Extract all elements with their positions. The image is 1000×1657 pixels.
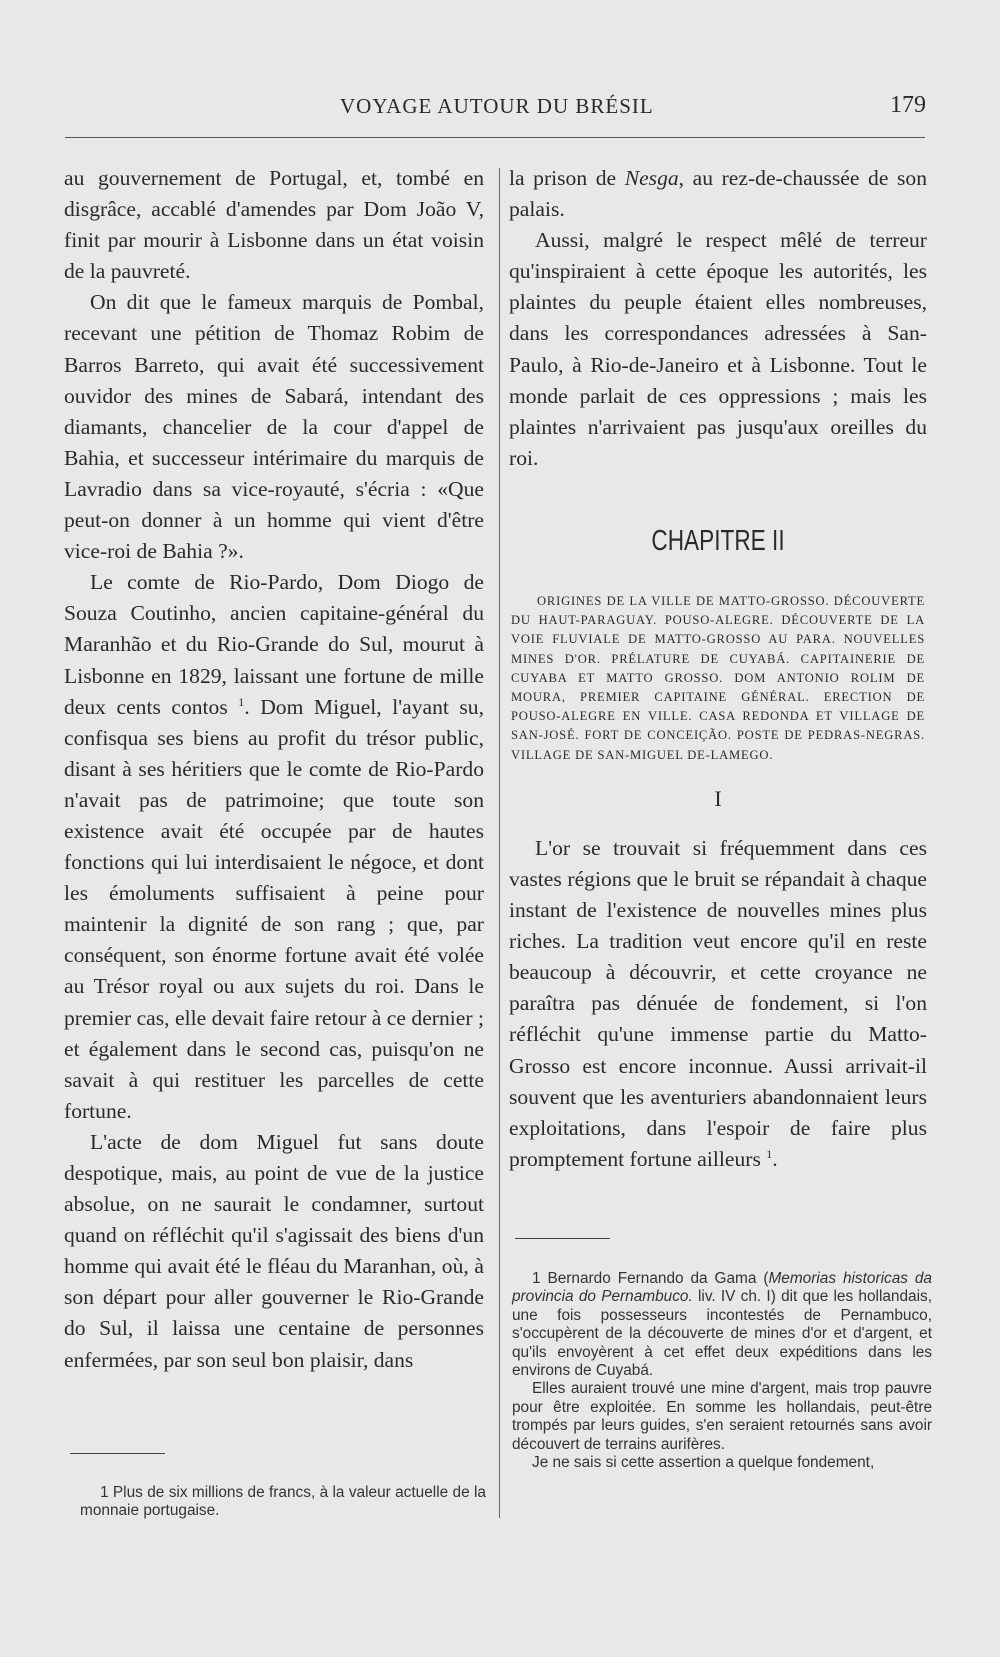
paragraph: On dit que le fameux marquis de Pombal, recevant une pétition de Thomaz Robim de Barros Barreto, qui avait été successivement ouvidor des mines de Sabará, intendant des diamants, chancelier de la cour d'appel de Bahia, et successeur intérimaire du marquis de Lavradio dans sa vice-royauté, s'écria : «Que peut-on donner à un homme qui vient d'être vice-roi de Bahia ?». bbox=[64, 290, 484, 564]
column-divider bbox=[499, 168, 500, 1518]
footnote-left bbox=[80, 1484, 486, 1521]
footnote-marker: 1 bbox=[238, 694, 245, 709]
footnote-right bbox=[512, 1270, 932, 1472]
footnote-rule bbox=[70, 1453, 165, 1454]
paragraph-text: . Dom Miguel, l'ayant su, confisqua ses biens au profit du trésor public, disant à ses héritiers que le comte de Rio-Pardo n'avait pas de patrimoine; que toute son existence avait été occupée par de hautes fonctions qui lui interdisaient le négoce, et dont les émoluments suffisaient à peine pour maintenir la dignité de son rang ; que, par conséquent, son énorme fortune avait été volée au Trésor royal ou aux sujets du roi. Dans le premier cas, elle devait faire retour à ce dernier ; et également dans le second cas, puisqu'on ne savait à qui restituer les parcelles de cette fortune. bbox=[64, 694, 484, 1123]
paragraph-text: la prison de bbox=[509, 166, 625, 190]
paragraph-text: L'or se trouvait si fréquemment dans ces vastes régions que le bruit se répandait à chaque instant de l'existence de nouvelles mines plus riches. La tradition veut encore qu'il en reste beaucoup à découvrir, et cette croyance ne paraîtra pas dénuée de fondement, si l'on réfléchit qu'une immense partie du Matto-Grosso est encore inconnue. Aussi arrivait-il souvent que les aventuriers abandonnaient leurs exploitations, dans l'espoir de faire plus promptement fortune ailleurs bbox=[509, 835, 927, 1171]
paragraph: L'acte de dom Miguel fut sans doute despotique, mais, au point de vue de la justice absolue, on ne saurait le condamner, surtout quand on réfléchit qu'il s'agissait des biens d'un homme qui avait été le fléau du Maranhan, où, à son départ pour aller gouverner le Rio-Grande do Sul, il laissa une centaine de personnes enfermées, par son seul bon plaisir, dans bbox=[64, 1129, 484, 1372]
right-column bbox=[509, 163, 927, 1175]
page-number: 179 bbox=[890, 92, 926, 118]
footnote-text bbox=[512, 1270, 932, 1380]
paragraph: au gouvernement de Portugal, et, tombé en disgrâce, accablé d'amendes par Dom João V, finit par mourir à Lisbonne dans un état voisin de la pauvreté. bbox=[64, 166, 484, 284]
left-column bbox=[64, 163, 484, 1376]
italic-text: Nesga bbox=[624, 166, 679, 190]
paragraph-text: . bbox=[772, 1146, 778, 1171]
paragraph bbox=[509, 163, 927, 225]
paragraph: Aussi, malgré le respect mêlé de terreur qu'inspiraient à cette époque les autorités, les plaintes du peuple étaient elles nombreuses, dans les correspondances adressées à San-Paulo, à Rio-de-Janeiro et à Lisbonne. Tout le monde parlait de ces oppressions ; mais les plaintes n'arrivaient pas jusqu'aux oreilles du roi. bbox=[509, 228, 927, 470]
paragraph bbox=[64, 567, 484, 1127]
chapter-summary: ORIGINES DE LA VILLE DE MATTO-GROSSO. DÉCOUVERTE DU HAUT-PARAGUAY. POUSO-ALEGRE. DÉCOUVERTE DE LA VOIE FLUVIALE DE MATTO-GROSSO AU PARA. NOUVELLES MINES D'OR. PRÉLATURE DE CUYABÁ. CAPITAINERIE DE CUYABA ET MATTO GROSSO. DOM ANTONIO ROLIM DE MOURA, PREMIER CAPITAINE GÉNÉRAL. ERECTION DE POUSO-ALEGRE EN VILLE. CASA REDONDA ET VILLAGE DE SAN-JOSÉ. FORT DE CONCEIÇÃO. POSTE DE PEDRAS-NEGRAS. VILLAGE DE SAN-MIGUEL DE-LAMEGO. bbox=[511, 593, 925, 762]
chapter-title: CHAPITRE II bbox=[651, 524, 785, 557]
section-number: I bbox=[714, 785, 722, 811]
paragraph-text: Le comte de Rio-Pardo, Dom Diogo de Souza Coutinho, ancien capitaine-général du Maranhão et du Rio-Grande do Sul, mourut à Lisbonne en 1829, laissant une fortune de mille deux cents contos bbox=[64, 570, 484, 719]
footnote-text: 1 Plus de six millions de francs, à la valeur actuelle de la monnaie portugaise. bbox=[80, 1484, 486, 1520]
paragraph-text: , au rez-de-chaussée de son palais. bbox=[509, 166, 927, 222]
footnote-rule bbox=[515, 1238, 610, 1239]
paragraph bbox=[509, 833, 927, 1175]
footnote-text: Je ne sais si cette assertion a quelque fondement, bbox=[532, 1454, 875, 1472]
footnote-text: Elles auraient trouvé une mine d'argent, mais trop pauvre pour être exploitée. En somme les hollandais, peut-être trompés par leurs guides, s'en seraient retournés sans avoir découvert de terrains aurifères. bbox=[512, 1380, 932, 1453]
footnote-text-part: liv. IV ch. I) dit que les hollandais, une fois possesseurs incontestés de Pernambuco, s'occupèrent de la découverte de mines d'or et d'argent, et qu'ils envoyèrent à cet effet deux expéditions dans les environs de Cuyabá. bbox=[512, 1288, 932, 1380]
footnote-marker: 1 bbox=[766, 1146, 773, 1161]
header-rule bbox=[65, 137, 925, 138]
running-title: VOYAGE AUTOUR DU BRÉSIL bbox=[340, 94, 654, 118]
footnote-text-part: 1 Bernardo Fernando da Gama ( bbox=[532, 1270, 769, 1287]
italic-text: Memorias historicas da provincia do Pernambuco. bbox=[512, 1270, 932, 1306]
